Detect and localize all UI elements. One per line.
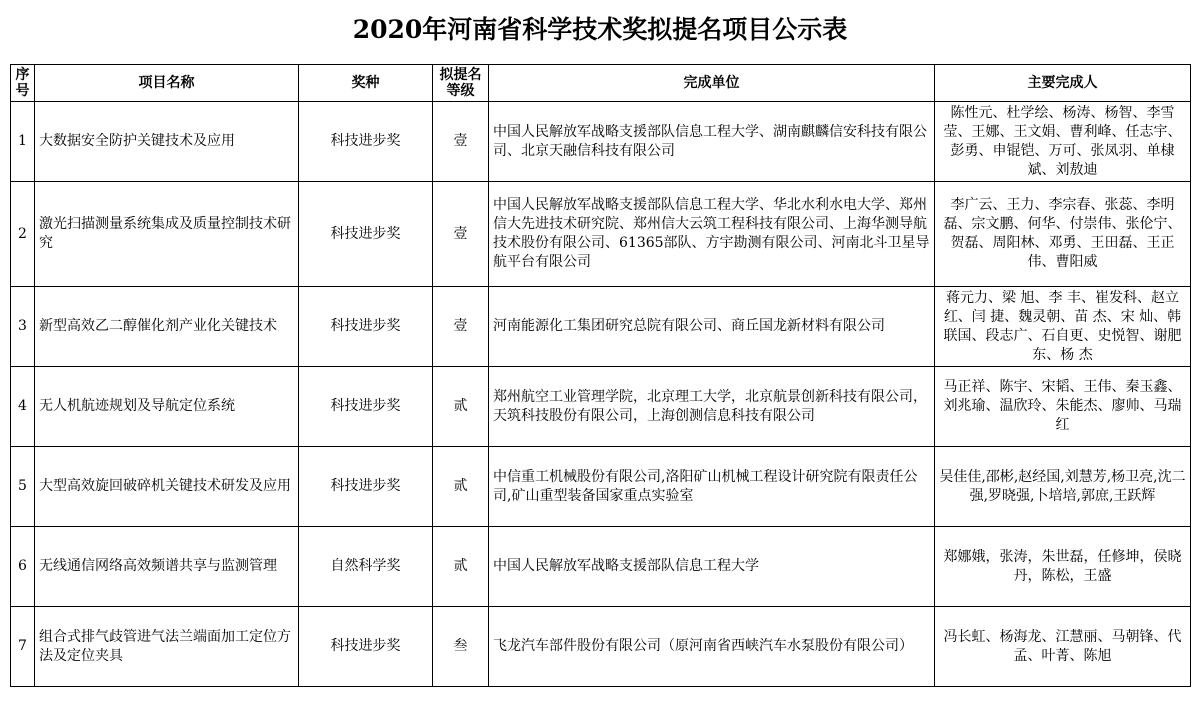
- row-units: 飞龙汽车部件股份有限公司（原河南省西峡汽车水泵股份有限公司）: [489, 607, 935, 687]
- row-units: 中国人民解放军战略支援部队信息工程大学: [489, 527, 935, 607]
- row-grade: 壹: [433, 182, 489, 287]
- row-award-type: 科技进步奖: [299, 607, 433, 687]
- row-project-name: 大型高效旋回破碎机关键技术研发及应用: [35, 447, 299, 527]
- row-people: 吴佳佳,邵彬,赵经国,刘慧芳,杨卫亮,沈二强,罗晓强,卜培培,郭庶,王跃辉: [935, 447, 1191, 527]
- row-seq: 7: [11, 607, 35, 687]
- table-row: [11, 102, 1191, 182]
- row-seq: 5: [11, 447, 35, 527]
- header-units: 完成单位: [489, 65, 935, 102]
- row-award-type: 科技进步奖: [299, 447, 433, 527]
- row-award-type: 科技进步奖: [299, 102, 433, 182]
- row-grade: 叁: [433, 607, 489, 687]
- row-award-type: 科技进步奖: [299, 182, 433, 287]
- header-seq: 序 号: [11, 65, 35, 102]
- table-row: [11, 287, 1191, 367]
- table-row: [11, 527, 1191, 607]
- row-units: 中国人民解放军战略支援部队信息工程大学、华北水利水电大学、郑州信大先进技术研究院、郑州信大云筑工程科技有限公司、上海华测导航技术股份有限公司、61365部队、方宇勘测有限公司、河南北斗卫星导航平台有限公司: [489, 182, 935, 287]
- row-project-name: 新型高效乙二醇催化剂产业化关键技术: [35, 287, 299, 367]
- row-units: 河南能源化工集团研究总院有限公司、商丘国龙新材料有限公司: [489, 287, 935, 367]
- row-project-name: 无人机航迹规划及导航定位系统: [35, 367, 299, 447]
- row-people: 陈性元、杜学绘、杨涛、杨智、李雪莹、王娜、王文娟、曹利峰、任志宇、彭勇、申锟铠、万可、张凤羽、单棣斌、刘敖迪: [935, 102, 1191, 182]
- row-units: 郑州航空工业管理学院，北京理工大学，北京航景创新科技有限公司，天筑科技股份有限公司，上海创测信息科技有限公司: [489, 367, 935, 447]
- row-award-type: 自然科学奖: [299, 527, 433, 607]
- row-grade: 壹: [433, 287, 489, 367]
- row-people: 蒋元力、梁 旭、李 丰、崔发科、赵立红、闫 捷、魏灵朝、苗 杰、宋 灿、韩联国、段志广、石自更、史悦智、谢肥东、杨 杰: [935, 287, 1191, 367]
- row-project-name: 组合式排气歧管进气法兰端面加工定位方法及定位夹具: [35, 607, 299, 687]
- project-table: [10, 64, 1191, 687]
- row-project-name: 激光扫描测量系统集成及质量控制技术研究: [35, 182, 299, 287]
- row-seq: 3: [11, 287, 35, 367]
- row-seq: 6: [11, 527, 35, 607]
- row-project-name: 大数据安全防护关键技术及应用: [35, 102, 299, 182]
- row-units: 中国人民解放军战略支援部队信息工程大学、湖南麒麟信安科技有限公司、北京天融信科技有限公司: [489, 102, 935, 182]
- row-seq: 2: [11, 182, 35, 287]
- row-seq: 4: [11, 367, 35, 447]
- row-units: 中信重工机械股份有限公司,洛阳矿山机械工程设计研究院有限责任公司,矿山重型装备国家重点实验室: [489, 447, 935, 527]
- table-row: [11, 367, 1191, 447]
- row-people: 马正祥、陈宇、宋韬、王伟、秦玉鑫、刘兆瑜、温欣玲、朱能杰、廖帅、马瑞红: [935, 367, 1191, 447]
- table-row: [11, 182, 1191, 287]
- row-award-type: 科技进步奖: [299, 287, 433, 367]
- row-seq: 1: [11, 102, 35, 182]
- header-project-name: 项目名称: [35, 65, 299, 102]
- table-header-row: [11, 65, 1191, 102]
- header-award-type: 奖种: [299, 65, 433, 102]
- header-people: 主要完成人: [935, 65, 1191, 102]
- row-project-name: 无线通信网络高效频谱共享与监测管理: [35, 527, 299, 607]
- row-people: 郑娜娥，张涛，朱世磊，任修坤，侯晓丹，陈松，王盛: [935, 527, 1191, 607]
- row-grade: 贰: [433, 447, 489, 527]
- header-grade: 拟提名 等级: [433, 65, 489, 102]
- row-people: 冯长虹、杨海龙、江慧丽、马朝锋、代孟、叶菁、陈旭: [935, 607, 1191, 687]
- table-row: [11, 447, 1191, 527]
- table-row: [11, 607, 1191, 687]
- row-grade: 贰: [433, 527, 489, 607]
- row-grade: 壹: [433, 102, 489, 182]
- document-title: 2020年河南省科学技术奖拟提名项目公示表: [352, 15, 848, 44]
- row-grade: 贰: [433, 367, 489, 447]
- row-award-type: 科技进步奖: [299, 367, 433, 447]
- row-people: 李广云、王力、李宗春、张蕊、李明磊、宗文鹏、何华、付崇伟、张伦宁、贺磊、周阳林、邓勇、王田磊、王正伟、曹阳威: [935, 182, 1191, 287]
